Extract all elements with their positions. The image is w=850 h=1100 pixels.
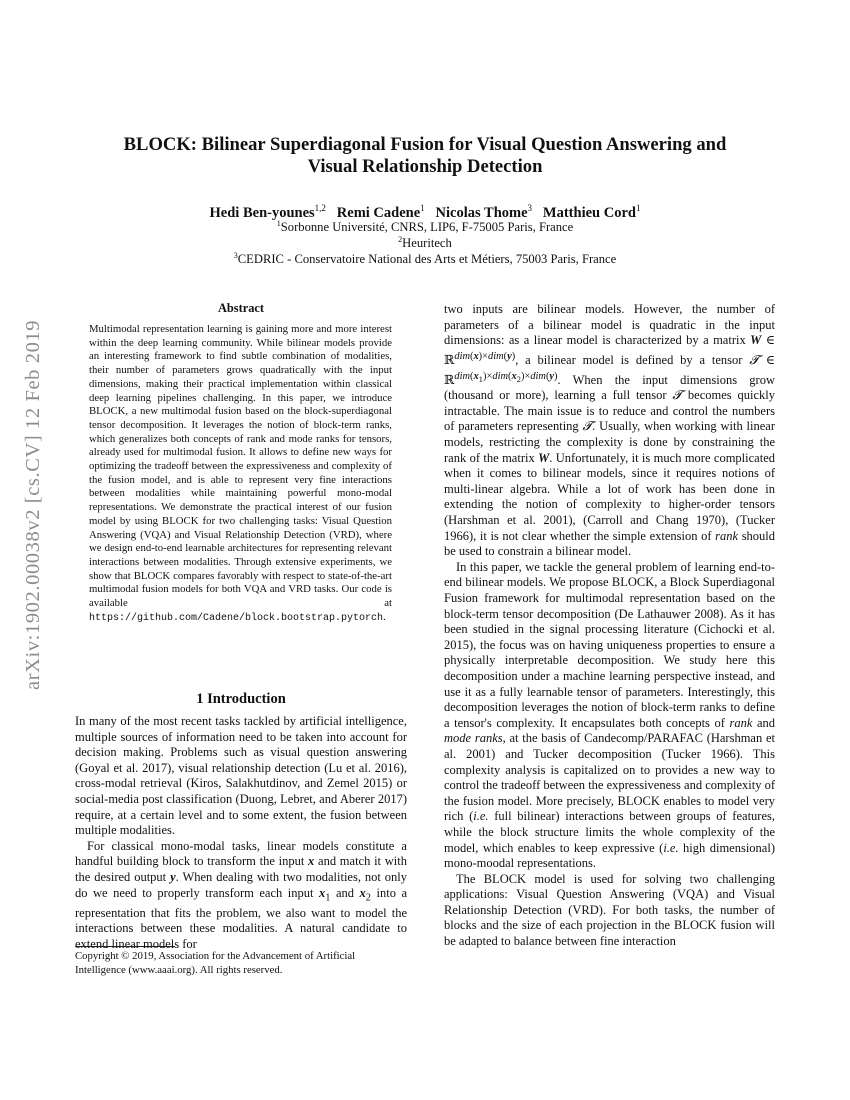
code-link[interactable]: https://github.com/Cadene/block.bootstrap.pytorch [89, 612, 384, 624]
affiliation-mark: 1 [276, 219, 281, 228]
paragraph-text: , at the basis of Candecomp/PARAFAC (Harshman et al. 2001) and Tucker decomposition (Tucker 1966). This complexity analysis is capitalized on to provides a new way to control the tradeoff between the expressiveness and complexity of the fusion model. More precisely, BLOCK enables to model very rich ( [444, 731, 775, 824]
right-column-body [444, 302, 775, 950]
paragraph-text: . When dealing with two modalities, not only do we need to properly transform each input [75, 869, 407, 900]
paragraph: two inputs are bilinear models. However, the number of parameters of a bilinear model is quadratic in the input dimensions: as a linear model is characterized by a matrix W ∈ ℝ$^{dim(x)\times dim(y)}$, a bilinear model is defined by a tensor 𝓣 ∈ ℝ$^{dim(x_1)\times dim(x_2)\times dim(y)}$. When the input dimensions grow (thousand or more), learning a full tensor 𝓣 becomes quickly intractable. The main issue is to reduce and control the numbers of parameters representing 𝓣. Usually, when working with linear models, restricting the complexity is done by constraining the rank of the matrix W. Unfortunately, it is much more complicated when it comes to bilinear models, since it requires notions of multi-linear algebra. While a lot of work has been done in extending the notion of complexity to higher-order tensors (Harshman et al. 2001), (Carroll and Chang 1970), (Tucker 1966), it is not clear whether the simple extension of rank should be used to constrain a bilinear model. [444, 302, 776, 559]
author-affiliation-mark: 1 [420, 203, 425, 213]
paragraph-text: and match it with the desired output [75, 854, 407, 884]
affiliation-text: Sorbonne Université, CNRS, LIP6, F-75005 Paris, France [280, 220, 574, 235]
paragraph [444, 872, 775, 950]
paragraph-text: For classical mono-modal tasks, linear models constitute a handful building block to transform the input [75, 838, 407, 869]
paper-title [60, 134, 790, 178]
author-affiliation-mark: 1 [635, 203, 641, 213]
section-heading-introduction: 1 Introduction [196, 691, 286, 707]
footnote-rule [75, 946, 175, 947]
author-affiliation-mark: 1,2 [314, 203, 326, 213]
paragraph-text: In this paper, we tackle the general problem of learning end-to-end bilinear models. We propose BLOCK, a Block Superdiagonal Fusion framework for multimodal representation based on the block-term tensor decomposition (De Lathauwer 2008). As it has been studied in the signal processing literature (Cichocki et al. 2015), the focus was on having uniqueness properties to ensure a physically interpretable decomposition. We study here this decomposition under a machine learning perspective instead, and use it as a fully learnable tensor of parameters. Interestingly, this decomposition leverages the notion of block-term ranks to define a tensor's complexity. It encapsulates both concepts of [444, 559, 775, 730]
abstract-heading: Abstract [217, 301, 265, 315]
affiliation-3 [60, 248, 790, 267]
author-name: Remi Cadene [336, 204, 421, 221]
paragraph-text: . Unfortunately, it is much more complicated when it comes to bilinear models, since it requires notions of multi-linear algebra. While a lot of work has been done in extending the notion of complexity to higher-order tensors (Harshman et al. 2001), (Carroll and Chang 1970), (Tucker 1966), it is not clear whether the simple extension of [444, 450, 775, 543]
title-line-1: BLOCK: Bilinear Superdiagonal Fusion for Visual Question Answering and [123, 134, 727, 155]
affiliation-text: CEDRIC - Conservatoire National des Arts et Métiers, 75003 Paris, France [237, 252, 617, 267]
emphasis: mode ranks [444, 731, 503, 746]
emphasis: i.e. [473, 809, 489, 824]
paragraph-text: . When the input dimensions grow (thousand or more), learning a full tensor [444, 372, 775, 403]
arxiv-stamp: arXiv:1902.00038v2 [cs.CV] 12 Feb 2019 [22, 319, 44, 690]
paragraph-text: into a representation that fits the problem, we also want to model the interactions between these modalities. A natural candidate to extend linear models for [75, 885, 408, 951]
paragraph-text: and [756, 715, 776, 730]
paragraph-text: and [335, 885, 355, 900]
paragraph-text: , a bilinear model is defined by a tensor [515, 352, 743, 367]
paragraph [444, 560, 775, 872]
affiliation-mark: 2 [398, 235, 403, 244]
emphasis: rank [715, 528, 739, 543]
copyright-footnote: Copyright © 2019, Association for the Advancement of Artificial Intelligence (www.aaai.org). All rights reserved. [75, 950, 356, 976]
title-line-2: Visual Relationship Detection [307, 156, 543, 177]
emphasis: rank [729, 715, 753, 730]
paragraph-text: two inputs are bilinear models. However, the number of parameters of a bilinear model is quadratic in the input dimensions: as a linear model is characterized by a matrix [444, 302, 775, 348]
left-column-body [75, 714, 407, 952]
paragraph-text: The BLOCK model is used for solving two challenging applications: Visual Question Answering (VQA) and Visual Relationship Detection (VRD). For both tasks, the number of blocks and the size of each projection in the BLOCK fusion will be adapted to balance between fine interaction [444, 871, 775, 949]
author-name: Hedi Ben-younes [209, 204, 315, 221]
affiliation-text: Heuritech [402, 236, 452, 251]
affiliation-mark: 3 [233, 251, 238, 260]
paragraph-text: becomes quickly intractable. The main issue is to reduce and control the numbers of parameters representing [444, 388, 776, 434]
paragraph-text: should be used to constrain a bilinear model. [444, 528, 776, 559]
abstract-text: Multimodal representation learning is gaining more and more interest within the deep learning community. While bilinear models provide an interesting framework to find subtle combination of modalities, their number of parameters grows quadratically with the input dimensions, making their practical implementation within classical deep learning pipelines challenging. In this paper, we introduce BLOCK, a new multimodal fusion based on the block-superdiagonal tensor decomposition. It leverages the notion of block-term ranks, which generalizes both concepts of rank and mode ranks for tensors, already used for multimodal fusion. It allows to define new ways for optimizing the tradeoff between the expressiveness and complexity of the fusion model, and is able to represent very fine interactions between modalities while maintaining powerful mono-modal representations. We demonstrate the practical interest of our fusion model by using BLOCK for two challenging tasks: Visual Question Answering (VQA) and Visual Relationship Detection (VRD), where we design end-to-end learnable architectures for representing relevant interactions between modalities. Through extensive experiments, we show that BLOCK compares favorably with respect to state-of-the-art multimodal fusion models for both VQA and VRD tasks. Our code is available at [89, 323, 392, 610]
paragraph [75, 714, 407, 839]
emphasis: i.e. [663, 840, 679, 855]
abstract-end: . [383, 610, 386, 623]
paragraph-text: . Usually, when working with linear models, restricting the complexity is done by constraining the rank of the matrix [444, 419, 775, 465]
author-affiliation-mark: 3 [527, 203, 533, 213]
abstract-body [89, 323, 392, 625]
paragraph: For classical mono-modal tasks, linear models constitute a handful building block to transform the input x and match it with the desired output y. When dealing with two modalities, not only do we need to properly transform each input $x_1$ and $x_2$ into a representation that fits the problem, we also want to model the interactions between these modalities. A natural candidate to extend linear models for [75, 838, 408, 951]
paragraph-text: In many of the most recent tasks tackled by artificial intelligence, multiple sources of information need to be taken into account for decision making. Problems such as visual question answering (Goyal et al. 2017), visual relationship detection (Lu et al. 2016), cross-modal retrieval (Kiros, Salakhutdinov, and Zemel 2015) or social-media post classification (Duong, Lebret, and Aberer 2017) require, at a certain level and to some extent, the fusion between multiple modalities. [75, 714, 407, 838]
author-name: Nicolas Thome [435, 204, 528, 221]
paragraph-text: high dimensional) mono-moodal representations. [444, 840, 775, 871]
author-name: Matthieu Cord [542, 204, 636, 221]
paragraph-text: full bilinear) interactions between groups of features, while the block structure limits the whole complexity of the model, which enables to keep expressive ( [444, 809, 775, 855]
